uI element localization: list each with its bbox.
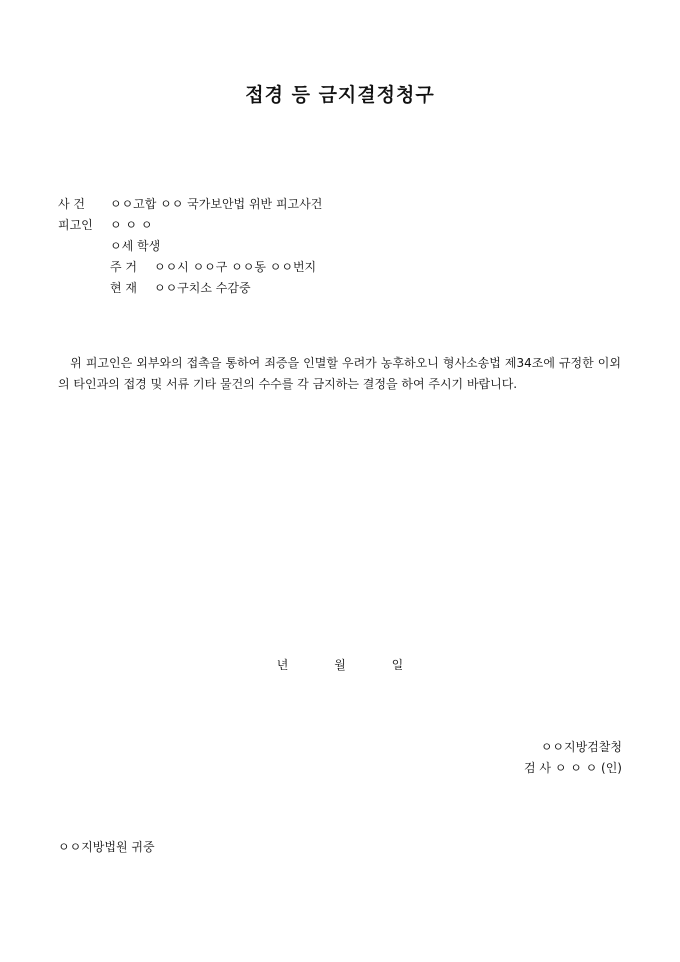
case-label: 사 건 <box>58 197 85 211</box>
address-label: 주 거 <box>110 260 137 274</box>
date-month: 월 <box>334 658 346 672</box>
date-year: 년 <box>276 658 289 672</box>
prosecutor-signature: 검 사 ㅇ ㅇ ㅇ (인) <box>524 761 622 775</box>
defendant-age: ㅇ세 학생 <box>110 239 161 253</box>
request-body <box>58 353 621 395</box>
address-value: ㅇㅇ시 ㅇㅇ구 ㅇㅇ동 ㅇㅇ번지 <box>154 260 317 274</box>
case-value: ㅇㅇ고합 ㅇㅇ 국가보안법 위반 피고사건 <box>110 197 323 211</box>
request-body-text: 위 피고인은 외부와의 접촉을 통하여 죄증을 인멸할 우려가 농후하오니 형사소송법 제34조에 규정한 이외의 타인과의 접경 및 서류 기타 물건의 수수를 각 금지하는 결정을 하여 주시기 바랍니다. <box>58 356 621 391</box>
current-location-value: ㅇㅇ구치소 수감중 <box>154 281 251 295</box>
date-day: 일 <box>391 658 404 672</box>
date-line <box>0 656 680 673</box>
prosecutor-office: ㅇㅇ지방검찰청 <box>540 740 622 754</box>
defendant-name: ㅇ ㅇ ㅇ <box>110 218 153 232</box>
document-title: 접경 등 금지결정청구 <box>245 84 435 106</box>
recipient-court: ㅇㅇ지방법원 귀중 <box>58 840 155 854</box>
current-location-label: 현 재 <box>110 281 137 295</box>
defendant-label: 피고인 <box>58 218 93 232</box>
